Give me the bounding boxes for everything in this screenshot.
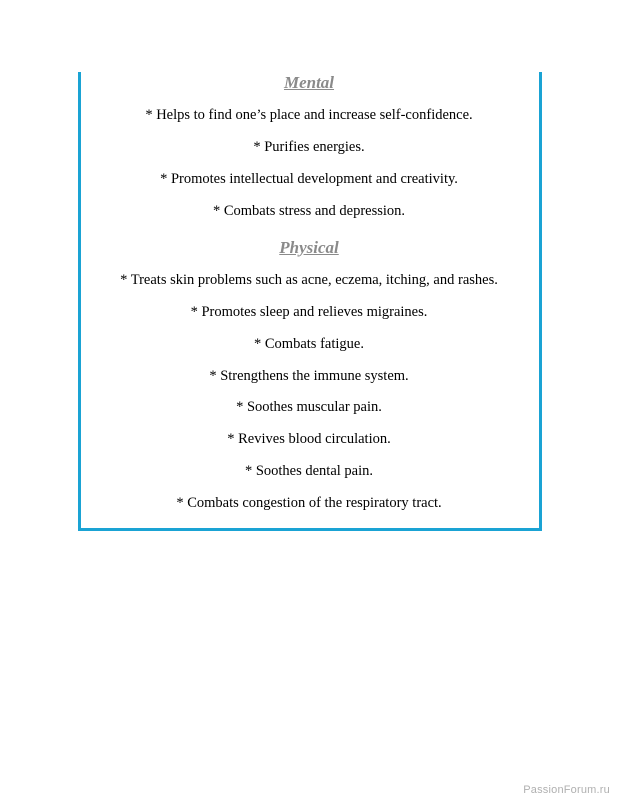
watermark: PassionForum.ru [523,784,610,796]
physical-item: * Combats fatigue. [254,336,364,352]
section-title-physical: Physical [279,238,339,257]
physical-item: * Soothes muscular pain. [236,399,382,415]
mental-item: * Combats stress and depression. [212,203,406,219]
mental-item: * Helps to find one’s place and increase self-confidence. [145,107,473,123]
physical-item: * Treats skin problems such as acne, eczema, itching, and rashes. [120,272,498,288]
physical-item: * Strengthens the immune system. [209,368,409,384]
physical-item: * Combats congestion of the respiratory tract. [176,495,442,511]
physical-item: * Soothes dental pain. [244,463,374,479]
physical-item: * Promotes sleep and relieves migraines. [190,304,428,320]
physical-item: * Revives blood circulation. [227,431,391,447]
mental-item: * Purifies energies. [253,139,365,155]
section-title-mental: Mental [283,73,335,92]
mental-item: * Promotes intellectual development and creativity. [160,171,458,187]
